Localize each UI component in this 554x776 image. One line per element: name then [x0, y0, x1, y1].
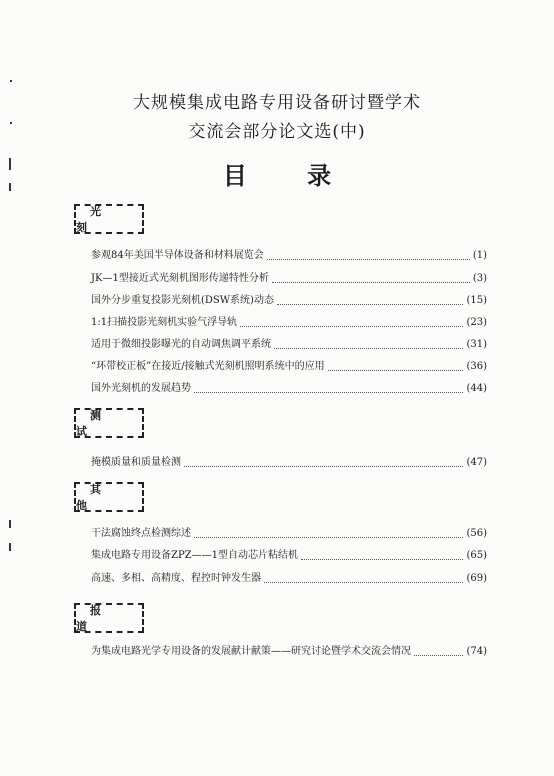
scan-mark	[10, 80, 12, 82]
dot-leader	[264, 582, 463, 583]
toc-entry[interactable]	[91, 549, 487, 563]
toc-entry-page: (74)	[466, 646, 487, 657]
dot-leader	[194, 392, 463, 393]
document-title-line-1: 大规模集成电路专用设备研讨暨学术	[133, 93, 421, 113]
toc-entry-page: (1)	[472, 250, 487, 261]
toc-entry[interactable]	[91, 527, 487, 541]
contents-heading: 目 录	[222, 161, 358, 190]
dot-leader	[184, 466, 463, 467]
toc-entry[interactable]	[91, 316, 487, 330]
toc-entry-title: 国外光刻机的发展趋势	[91, 383, 191, 394]
dot-leader	[272, 282, 470, 283]
toc-entry-page: (15)	[466, 295, 487, 306]
scan-mark	[9, 158, 11, 170]
toc-entry[interactable]	[91, 382, 487, 396]
toc-entry-page: (3)	[472, 273, 487, 284]
dot-leader	[301, 559, 463, 560]
toc-entry-page: (56)	[466, 528, 487, 539]
dot-leader	[328, 370, 464, 371]
toc-entry-page: (36)	[466, 361, 487, 372]
scan-mark	[10, 122, 12, 124]
toc-entry[interactable]	[91, 572, 487, 586]
toc-entry[interactable]	[91, 294, 487, 308]
dot-leader	[277, 304, 464, 305]
toc-entry-page: (44)	[466, 383, 487, 394]
scan-mark	[9, 543, 11, 551]
toc-entry-title: 高速、多相、高精度、程控时钟发生器	[91, 573, 261, 584]
toc-entry[interactable]	[91, 338, 487, 352]
toc-entry-title: 集成电路专用设备ZPZ——1型自动芯片粘结机	[91, 550, 298, 561]
section-label-lithography: 光 刻	[74, 204, 144, 234]
section-label-testing: 测 试	[74, 408, 144, 438]
toc-entry[interactable]	[91, 456, 487, 470]
toc-entry-page: (23)	[466, 317, 487, 328]
dot-leader	[414, 655, 463, 656]
toc-entry-page: (65)	[466, 550, 487, 561]
dot-leader	[267, 259, 470, 260]
toc-entry-title: 掩模质量和质量检测	[91, 457, 181, 468]
toc-entry[interactable]	[91, 360, 487, 374]
toc-entry-title: 干法腐蚀终点检测综述	[91, 528, 191, 539]
toc-entry-title: 国外分步重复投影光刻机(DSW系统)动态	[91, 295, 274, 306]
toc-entry-page: (69)	[466, 573, 487, 584]
toc-entry-title: JK—1型接近式光刻机图形传递特性分析	[91, 273, 269, 284]
section-label-report: 报 道	[74, 603, 144, 633]
toc-entry[interactable]	[91, 249, 487, 263]
toc-entry[interactable]	[91, 645, 487, 659]
toc-entry-title: “环带校正板”在接近/接触式光刻机照明系统中的应用	[91, 361, 325, 372]
dot-leader	[274, 348, 463, 349]
dot-leader	[194, 537, 463, 538]
scan-mark	[9, 183, 11, 191]
toc-entry-title: 为集成电路光学专用设备的发展献计献策——研究讨论暨学术交流会情况	[91, 646, 411, 657]
scan-mark	[9, 520, 11, 528]
toc-entry-title: 1:1扫描投影光刻机实验气浮导轨	[91, 317, 238, 328]
toc-entry[interactable]	[91, 272, 487, 286]
toc-entry-title: 适用于微细投影曝光的自动调焦调平系统	[91, 339, 271, 350]
toc-entry-title: 参观84年美国半导体设备和材料展览会	[91, 250, 264, 261]
document-title-line-2: 交流会部分论文选(中)	[188, 122, 366, 142]
toc-entry-page: (47)	[466, 457, 487, 468]
dot-leader	[240, 326, 463, 327]
section-label-other: 其 他	[74, 482, 144, 512]
toc-entry-page: (31)	[466, 339, 487, 350]
